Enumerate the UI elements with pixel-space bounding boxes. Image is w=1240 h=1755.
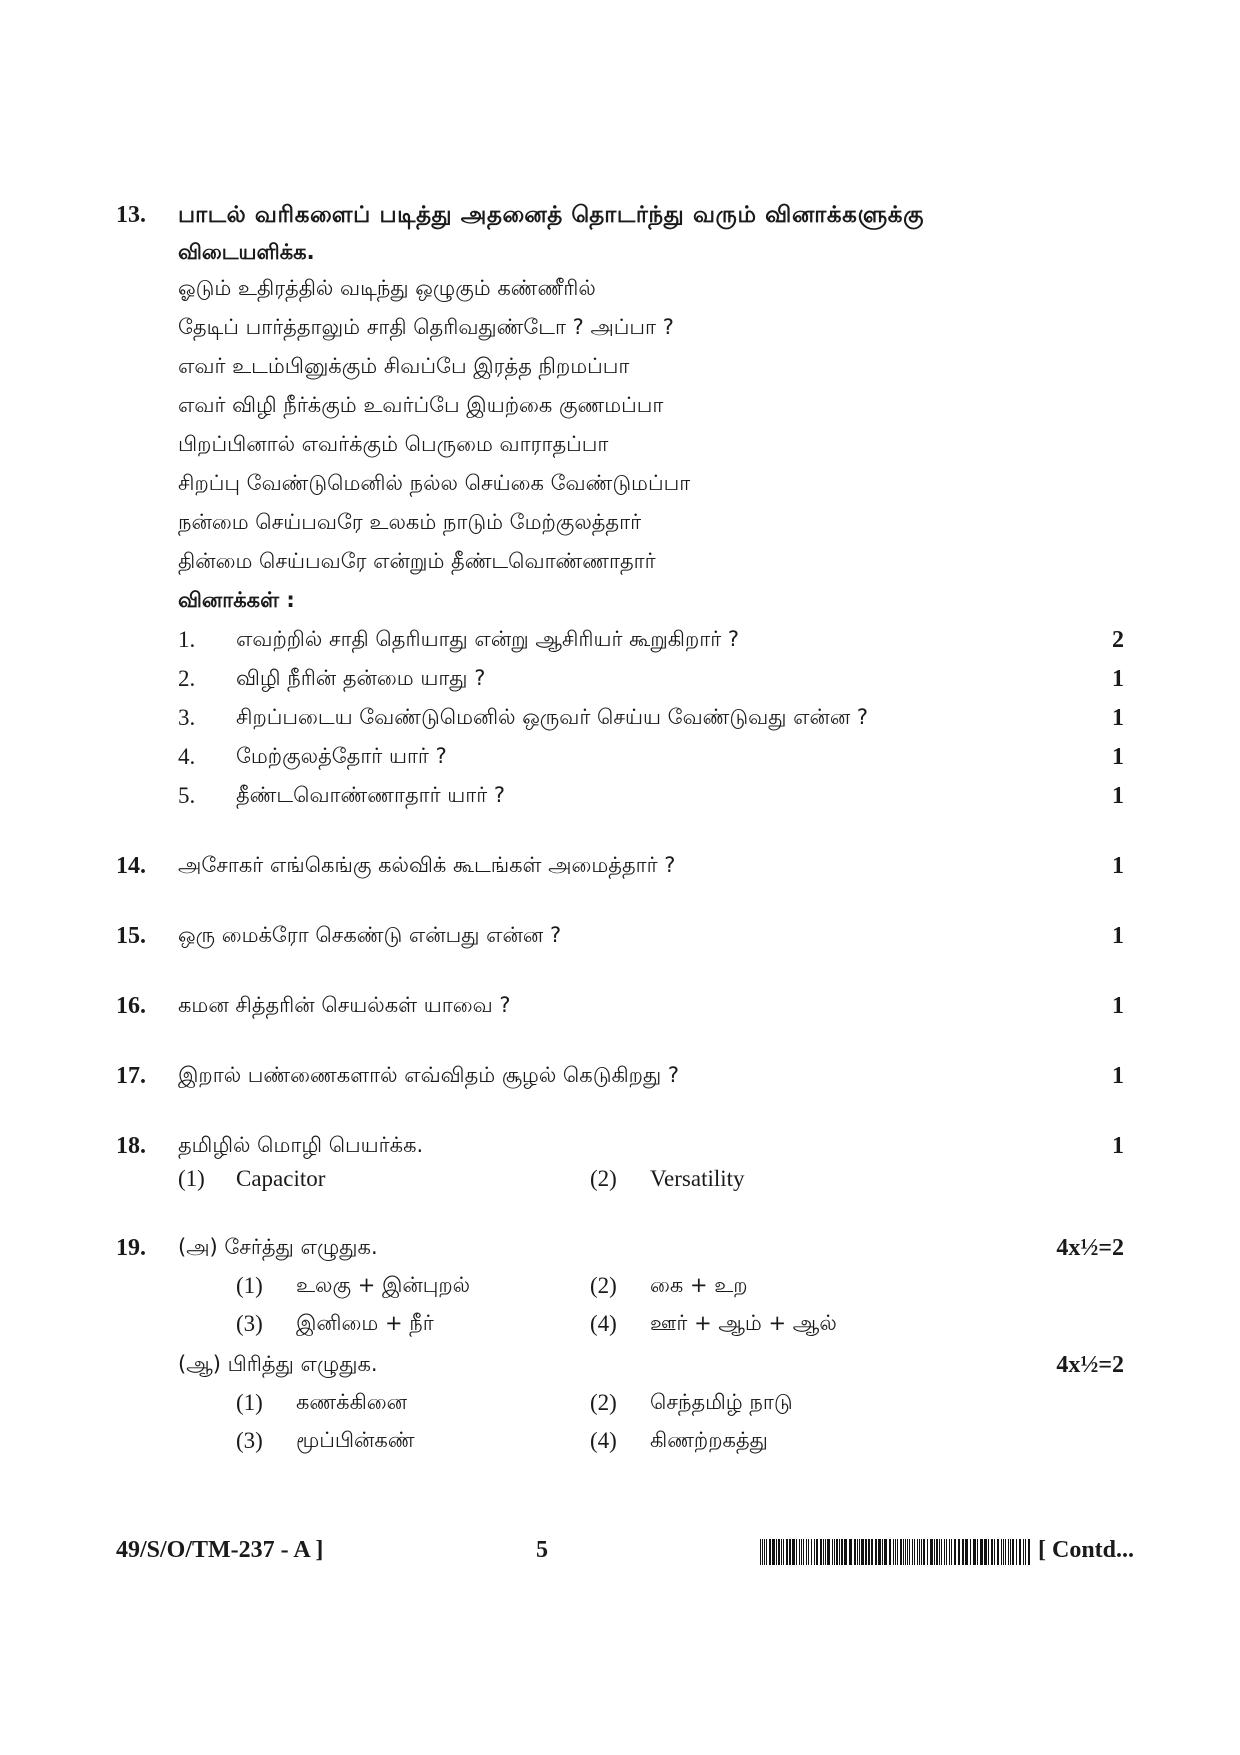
question-14-text: அசோகர் எங்கெங்கு கல்விக் கூடங்கள் அமைத்தார் ? — [178, 853, 676, 877]
translate-item-number: (2) — [590, 1166, 617, 1191]
part-a-item-number: (1) — [236, 1273, 263, 1298]
sub-question-text: தீண்டவொண்ணாதார் யார் ? — [236, 783, 506, 807]
question-15-number: 15. — [116, 923, 146, 949]
sub-question-number: 1. — [178, 627, 196, 652]
barcode-image — [760, 1539, 1032, 1565]
sub-question-mark: 2 — [1112, 627, 1124, 653]
question-15-text: ஒரு மைக்ரோ செகண்டு என்பது என்ன ? — [178, 923, 562, 947]
question-16-mark: 1 — [1112, 993, 1124, 1019]
translate-item-word: Capacitor — [236, 1166, 326, 1191]
sub-question-number: 3. — [178, 705, 196, 730]
question-13-number: 13. — [116, 202, 146, 228]
part-b-label: (ஆ) பிரித்து எழுதுக. — [178, 1352, 378, 1376]
question-13-title: பாடல் வரிகளைப் படித்து அதனைத் தொடர்ந்து வரும் வினாக்களுக்கு — [178, 202, 924, 228]
part-b-marks: 4x½=2 — [1056, 1352, 1124, 1378]
translate-item-number: (1) — [178, 1166, 205, 1191]
part-a-item-number: (4) — [590, 1311, 617, 1336]
question-16-text: கமன சித்தரின் செயல்கள் யாவை ? — [178, 993, 511, 1017]
part-b-item-number: (3) — [236, 1428, 263, 1453]
poem-line: தின்மை செய்பவரே என்றும் தீண்டவொண்ணாதார் — [178, 549, 656, 573]
sub-question-number: 5. — [178, 783, 196, 808]
poem-line: தேடிப் பார்த்தாலும் சாதி தெரிவதுண்டோ ? அப்பா ? — [178, 315, 674, 339]
question-14-mark: 1 — [1112, 853, 1124, 879]
part-a-item-text: உலகு + இன்புறல் — [296, 1273, 471, 1297]
part-a-item-text: ஊர் + ஆம் + ஆல் — [650, 1311, 837, 1335]
part-a-item-number: (3) — [236, 1311, 263, 1336]
question-13-title-line2: விடையளிக்க. — [178, 240, 315, 264]
question-14-number: 14. — [116, 853, 146, 879]
question-19-number: 19. — [116, 1235, 146, 1261]
sub-question-text: எவற்றில் சாதி தெரியாது என்று ஆசிரியர் கூறுகிறார் ? — [236, 627, 740, 651]
question-15-mark: 1 — [1112, 923, 1124, 949]
part-b-item-number: (4) — [590, 1428, 617, 1453]
part-a-item-text: கை + உற — [650, 1273, 748, 1297]
part-b-item-text: கணக்கினை — [296, 1390, 408, 1414]
part-a-label: (அ) சேர்த்து எழுதுக. — [178, 1235, 378, 1259]
poem-line: பிறப்பினால் எவர்க்கும் பெருமை வாராதப்பா — [178, 432, 609, 456]
part-b-item-text: மூப்பின்கண் — [296, 1428, 415, 1452]
question-18-mark: 1 — [1112, 1133, 1124, 1159]
sub-question-mark: 1 — [1112, 783, 1124, 809]
sub-question-mark: 1 — [1112, 666, 1124, 692]
contd-label: [ Contd... — [1038, 1537, 1135, 1563]
part-a-marks: 4x½=2 — [1056, 1235, 1124, 1261]
sub-question-text: மேற்குலத்தோர் யார் ? — [236, 744, 447, 768]
questions-heading: வினாக்கள் : — [178, 588, 295, 612]
sub-question-mark: 1 — [1112, 744, 1124, 770]
part-a-item-text: இனிமை + நீர் — [296, 1311, 434, 1335]
question-18-text: தமிழில் மொழி பெயர்க்க. — [178, 1133, 424, 1157]
sub-question-text: விழி நீரின் தன்மை யாது ? — [236, 666, 486, 690]
question-16-number: 16. — [116, 993, 146, 1019]
poem-line: ஓடும் உதிரத்தில் வடிந்து ஒழுகும் கண்ணீரில் — [178, 276, 596, 300]
question-17-mark: 1 — [1112, 1063, 1124, 1089]
poem-line: எவர் உடம்பினுக்கும் சிவப்பே இரத்த நிறமப்பா — [178, 354, 630, 378]
question-17-number: 17. — [116, 1063, 146, 1089]
question-18-number: 18. — [116, 1133, 146, 1159]
question-17-text: இறால் பண்ணைகளால் எவ்விதம் சூழல் கெடுகிறது ? — [178, 1063, 679, 1087]
poem-line: சிறப்பு வேண்டுமெனில் நல்ல செய்கை வேண்டுமப்பா — [178, 471, 691, 495]
sub-question-number: 4. — [178, 744, 196, 769]
sub-question-mark: 1 — [1112, 705, 1124, 731]
sub-question-text: சிறப்படைய வேண்டுமெனில் ஒருவர் செய்ய வேண்டுவது என்ன ? — [236, 705, 869, 729]
part-a-item-number: (2) — [590, 1273, 617, 1298]
part-b-item-text: செந்தமிழ் நாடு — [650, 1390, 793, 1414]
paper-code: 49/S/O/TM-237 - A ] — [116, 1537, 324, 1563]
sub-question-number: 2. — [178, 666, 196, 691]
part-b-item-number: (2) — [590, 1390, 617, 1415]
poem-line: நன்மை செய்பவரே உலகம் நாடும் மேற்குலத்தார் — [178, 510, 642, 534]
part-b-item-text: கிணற்றகத்து — [650, 1428, 768, 1452]
part-b-item-number: (1) — [236, 1390, 263, 1415]
translate-item-word: Versatility — [650, 1166, 745, 1191]
poem-line: எவர் விழி நீர்க்கும் உவர்ப்பே இயற்கை குணமப்பா — [178, 393, 664, 417]
page-number: 5 — [536, 1537, 548, 1563]
